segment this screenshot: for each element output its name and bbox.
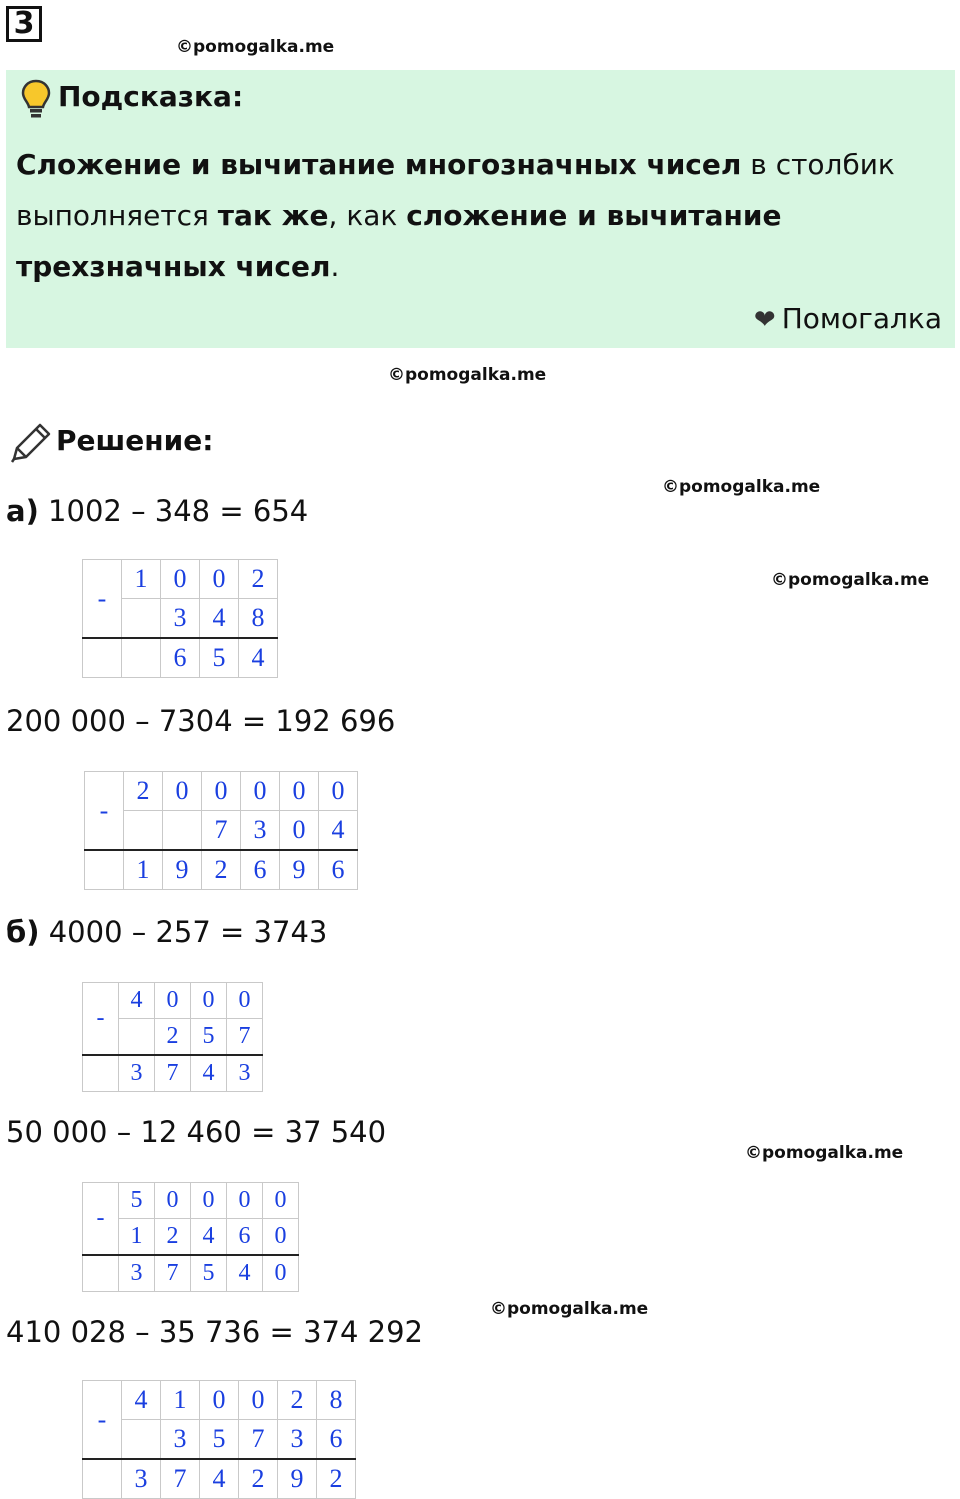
- digit-cell: 3: [227, 1055, 263, 1092]
- digit-cell: 2: [317, 1459, 356, 1499]
- digit-cell: 2: [202, 850, 241, 890]
- digit-cell: 0: [280, 772, 319, 811]
- operand-row: [83, 560, 278, 599]
- operand-row: [83, 1183, 299, 1219]
- digit-cell: [119, 1019, 155, 1056]
- hint-line-1: [16, 148, 895, 181]
- digit-cell: 5: [191, 1255, 227, 1292]
- digit-cell: 7: [155, 1255, 191, 1292]
- watermark: ©pomogalka.me: [176, 37, 335, 57]
- digit-cell: 9: [278, 1459, 317, 1499]
- operand-row: [83, 1381, 356, 1420]
- digit-cell: [122, 1420, 161, 1460]
- minus-sign: -: [83, 1381, 122, 1460]
- digit-cell: 3: [119, 1255, 155, 1292]
- digit-cell: 4: [200, 599, 239, 639]
- hint-bold-text: Сложение и вычитание многозначных чисел: [16, 148, 742, 181]
- column-subtraction: [82, 982, 263, 1092]
- watermark: ©pomogalka.me: [771, 570, 930, 590]
- minus-sign: [83, 1459, 122, 1499]
- digit-cell: 3: [119, 1055, 155, 1092]
- equation-text: 4000 – 257 = 3743: [39, 915, 328, 949]
- digit-cell: 0: [263, 1219, 299, 1256]
- equation-a2: 200 000 – 7304 = 192 696: [6, 704, 396, 738]
- hint-text: , как: [328, 199, 407, 232]
- digit-cell: 7: [227, 1019, 263, 1056]
- digit-cell: 6: [161, 638, 200, 678]
- digit-cell: 8: [317, 1381, 356, 1420]
- result-row: [83, 1255, 299, 1292]
- digit-cell: 0: [319, 772, 358, 811]
- equation-label: б): [6, 915, 40, 949]
- digit-cell: 0: [191, 983, 227, 1019]
- hint-line-3: [16, 250, 339, 283]
- digit-cell: 0: [280, 811, 319, 851]
- minus-sign: [83, 638, 122, 678]
- minus-sign: -: [83, 1183, 119, 1256]
- digit-cell: 0: [191, 1183, 227, 1219]
- digit-cell: 5: [119, 1183, 155, 1219]
- hint-signature: [754, 302, 942, 335]
- minus-sign: [85, 850, 124, 890]
- digit-cell: 3: [122, 1459, 161, 1499]
- digit-cell: 2: [239, 560, 278, 599]
- digit-cell: 0: [239, 1381, 278, 1420]
- hint-bold-text: сложение и вычитание: [406, 199, 782, 232]
- digit-cell: 7: [161, 1459, 200, 1499]
- digit-cell: 0: [263, 1255, 299, 1292]
- digit-cell: 1: [119, 1219, 155, 1256]
- pencil-icon: [8, 422, 52, 464]
- operand-row: [83, 983, 263, 1019]
- digit-cell: 4: [191, 1055, 227, 1092]
- result-row: [83, 1055, 263, 1092]
- digit-cell: 2: [155, 1019, 191, 1056]
- equation-b: [6, 915, 327, 949]
- digit-cell: 0: [155, 983, 191, 1019]
- watermark: ©pomogalka.me: [662, 477, 821, 497]
- hint-text: в столбик: [741, 148, 895, 181]
- heart-icon: ❤: [753, 305, 776, 335]
- digit-cell: 0: [227, 983, 263, 1019]
- watermark: ©pomogalka.me: [490, 1299, 649, 1319]
- digit-cell: 3: [161, 599, 200, 639]
- digit-cell: [122, 638, 161, 678]
- hint-bold-text: трехзначных чисел: [16, 250, 331, 283]
- result-row: [83, 1459, 356, 1499]
- operand-row: [85, 772, 358, 811]
- equation-text: 1002 – 348 = 654: [38, 494, 309, 528]
- hint-line-2: [16, 199, 781, 232]
- result-row: [85, 850, 358, 890]
- equation-label: а): [6, 494, 39, 528]
- minus-sign: [83, 1055, 119, 1092]
- operand-row: [85, 811, 358, 851]
- digit-cell: 6: [241, 850, 280, 890]
- digit-cell: 4: [119, 983, 155, 1019]
- hint-text: .: [330, 250, 340, 283]
- digit-cell: 7: [239, 1420, 278, 1460]
- digit-cell: 2: [124, 772, 163, 811]
- digit-cell: 1: [122, 560, 161, 599]
- digit-cell: 4: [191, 1219, 227, 1256]
- hint-text: выполняется: [16, 199, 218, 232]
- digit-cell: [124, 811, 163, 851]
- digit-cell: 2: [278, 1381, 317, 1420]
- digit-cell: 6: [227, 1219, 263, 1256]
- digit-cell: 5: [200, 1420, 239, 1460]
- minus-sign: -: [83, 560, 122, 639]
- digit-cell: 4: [122, 1381, 161, 1420]
- minus-sign: [83, 1255, 119, 1292]
- digit-cell: 8: [239, 599, 278, 639]
- digit-cell: 5: [200, 638, 239, 678]
- digit-cell: 0: [263, 1183, 299, 1219]
- digit-cell: 1: [124, 850, 163, 890]
- equation-b2: 50 000 – 12 460 = 37 540: [6, 1115, 387, 1149]
- minus-sign: -: [83, 983, 119, 1056]
- digit-cell: 9: [280, 850, 319, 890]
- hint-title: Подсказка:: [58, 80, 244, 113]
- digit-cell: 0: [161, 560, 200, 599]
- digit-cell: 4: [239, 638, 278, 678]
- digit-cell: 0: [241, 772, 280, 811]
- digit-cell: [163, 811, 202, 851]
- digit-cell: 6: [317, 1420, 356, 1460]
- digit-cell: 7: [155, 1055, 191, 1092]
- digit-cell: 0: [227, 1183, 263, 1219]
- task-number: 3: [6, 6, 42, 42]
- solution-title: Решение:: [56, 424, 214, 457]
- digit-cell: 6: [319, 850, 358, 890]
- digit-cell: 9: [163, 850, 202, 890]
- column-subtraction: [84, 771, 358, 890]
- watermark: ©pomogalka.me: [388, 365, 547, 385]
- column-subtraction: [82, 1182, 299, 1292]
- digit-cell: 0: [202, 772, 241, 811]
- column-subtraction: [82, 559, 278, 678]
- digit-cell: 4: [319, 811, 358, 851]
- watermark: ©pomogalka.me: [745, 1143, 904, 1163]
- lightbulb-icon: [20, 78, 52, 120]
- digit-cell: 2: [239, 1459, 278, 1499]
- digit-cell: 5: [191, 1019, 227, 1056]
- signature-text: Помогалка: [781, 302, 942, 335]
- digit-cell: 0: [200, 560, 239, 599]
- digit-cell: 3: [161, 1420, 200, 1460]
- column-subtraction: [82, 1380, 356, 1499]
- digit-cell: 3: [241, 811, 280, 851]
- digit-cell: 0: [163, 772, 202, 811]
- minus-sign: -: [85, 772, 124, 851]
- operand-row: [83, 1420, 356, 1460]
- digit-cell: 4: [200, 1459, 239, 1499]
- digit-cell: 0: [155, 1183, 191, 1219]
- digit-cell: 3: [278, 1420, 317, 1460]
- digit-cell: 2: [155, 1219, 191, 1256]
- hint-bold-text: так же: [217, 199, 329, 232]
- result-row: [83, 638, 278, 678]
- equation-a: [6, 494, 308, 528]
- digit-cell: [122, 599, 161, 639]
- digit-cell: 4: [227, 1255, 263, 1292]
- equation-b3: 410 028 – 35 736 = 374 292: [6, 1315, 423, 1349]
- digit-cell: 1: [161, 1381, 200, 1420]
- digit-cell: 0: [200, 1381, 239, 1420]
- digit-cell: 7: [202, 811, 241, 851]
